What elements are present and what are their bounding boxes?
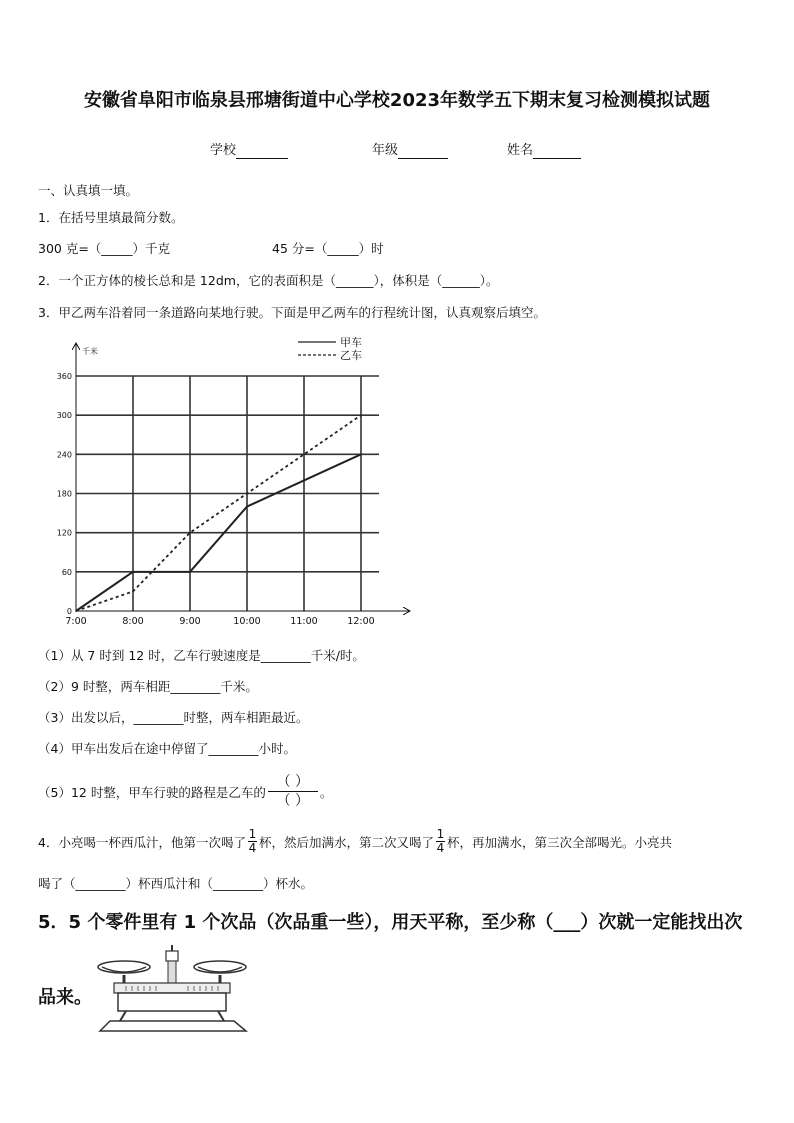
question-1: 1．在括号里填最简分数。 xyxy=(38,210,184,225)
series-point xyxy=(189,532,191,534)
question-3-5-text: （5）12 时整，甲车行驶的路程是乙车的 xyxy=(38,784,266,800)
x-tick-label: 8:00 xyxy=(122,616,144,627)
travel-chart xyxy=(40,330,420,630)
question-1b: 45 分=（_____）时 xyxy=(272,241,384,256)
question-4 xyxy=(38,828,672,855)
series-point xyxy=(189,571,191,573)
legend-label: 甲车 xyxy=(340,336,362,349)
y-tick-label: 0 xyxy=(66,607,72,616)
answer-fraction[interactable] xyxy=(268,774,318,809)
fraction-quarter xyxy=(248,828,257,855)
x-tick-label: 12:00 xyxy=(347,616,375,627)
question-4-line2: 喝了（________）杯西瓜汁和（________）杯水。 xyxy=(38,876,314,891)
series-point xyxy=(132,571,134,573)
chart-legend xyxy=(298,336,362,362)
fraction-den-2: 4 xyxy=(436,841,445,855)
question-4-part3: 杯，再加满水，第三次全部喝光。小亮共 xyxy=(446,834,672,850)
school-blank[interactable] xyxy=(236,143,288,159)
x-tick-label: 9:00 xyxy=(179,616,201,627)
question-5-line2: 品来。 xyxy=(38,987,92,1008)
series-point xyxy=(75,610,77,612)
question-3-1: （1）从 7 时到 12 时，乙车行驶速度是________千米/时。 xyxy=(38,648,365,663)
grade-blank[interactable] xyxy=(398,143,448,159)
question-2: 2．一个正方体的棱长总和是 12dm，它的表面积是（______），体积是（______）。 xyxy=(38,273,499,288)
series-point xyxy=(246,506,248,508)
y-tick-label: 60 xyxy=(61,567,72,577)
chart-series xyxy=(75,414,362,611)
fraction-num-2: 1 xyxy=(436,827,445,841)
question-4-part2: 杯，然后加满水，第二次又喝了 xyxy=(258,834,434,850)
chart-ticks xyxy=(57,372,375,627)
school-field xyxy=(210,139,288,159)
fraction-den: 4 xyxy=(248,841,257,855)
question-3-5-end: 。 xyxy=(319,784,333,800)
question-3-5 xyxy=(38,774,332,809)
fraction-num: 1 xyxy=(248,827,257,841)
grade-label: 年级 xyxy=(372,143,399,158)
x-tick-label: 10:00 xyxy=(233,616,261,627)
series-point xyxy=(303,454,305,456)
y-tick-label: 180 xyxy=(56,489,72,499)
question-5: 5．5 个零件里有 1 个次品（次品重一些），用天平称，至少称（___）次就一定能找出次 xyxy=(38,912,743,933)
balance-scale-image xyxy=(96,945,256,1035)
question-3-4: （4）甲车出发后在途中停留了________小时。 xyxy=(38,741,296,756)
question-3-2: （2）9 时整，两车相距________千米。 xyxy=(38,679,258,694)
series-point xyxy=(360,454,362,456)
x-tick-label: 11:00 xyxy=(290,616,318,627)
fraction-numerator: （ ） xyxy=(276,774,310,790)
y-tick-label: 360 xyxy=(56,372,72,381)
fraction-denominator: （ ） xyxy=(276,793,310,809)
school-label: 学校 xyxy=(210,143,237,158)
question-3-3: （3）出发以后，________时整，两车相距最近。 xyxy=(38,710,309,725)
question-1a: 300 克=（_____）千克 xyxy=(38,241,171,256)
name-blank[interactable] xyxy=(533,143,581,159)
y-axis-label: 千米 xyxy=(82,347,98,356)
question-3: 3．甲乙两车沿着同一条道路向某地行驶。下面是甲乙两车的行程统计图，认真观察后填空。 xyxy=(38,305,546,320)
fraction-quarter-2 xyxy=(436,828,445,855)
series-point xyxy=(360,414,362,416)
y-tick-label: 120 xyxy=(56,528,72,538)
chart-axes xyxy=(76,344,409,611)
legend-label: 乙车 xyxy=(340,349,362,362)
question-4-part1: 4．小亮喝一杯西瓜汁，他第一次喝了 xyxy=(38,834,246,850)
section-heading: 一、认真填一填。 xyxy=(38,183,139,198)
chart-grid xyxy=(76,376,379,611)
x-tick-label: 7:00 xyxy=(65,616,87,627)
y-tick-label: 240 xyxy=(56,450,72,460)
name-field xyxy=(507,139,581,159)
grade-field xyxy=(372,139,448,159)
series-point xyxy=(132,591,134,593)
name-label: 姓名 xyxy=(507,143,534,158)
y-tick-label: 300 xyxy=(56,411,72,421)
series-point xyxy=(246,493,248,495)
page-title: 安徽省阜阳市临泉县邢塘街道中心学校2023年数学五下期末复习检测模拟试题 xyxy=(83,90,711,111)
series-point xyxy=(303,480,305,482)
